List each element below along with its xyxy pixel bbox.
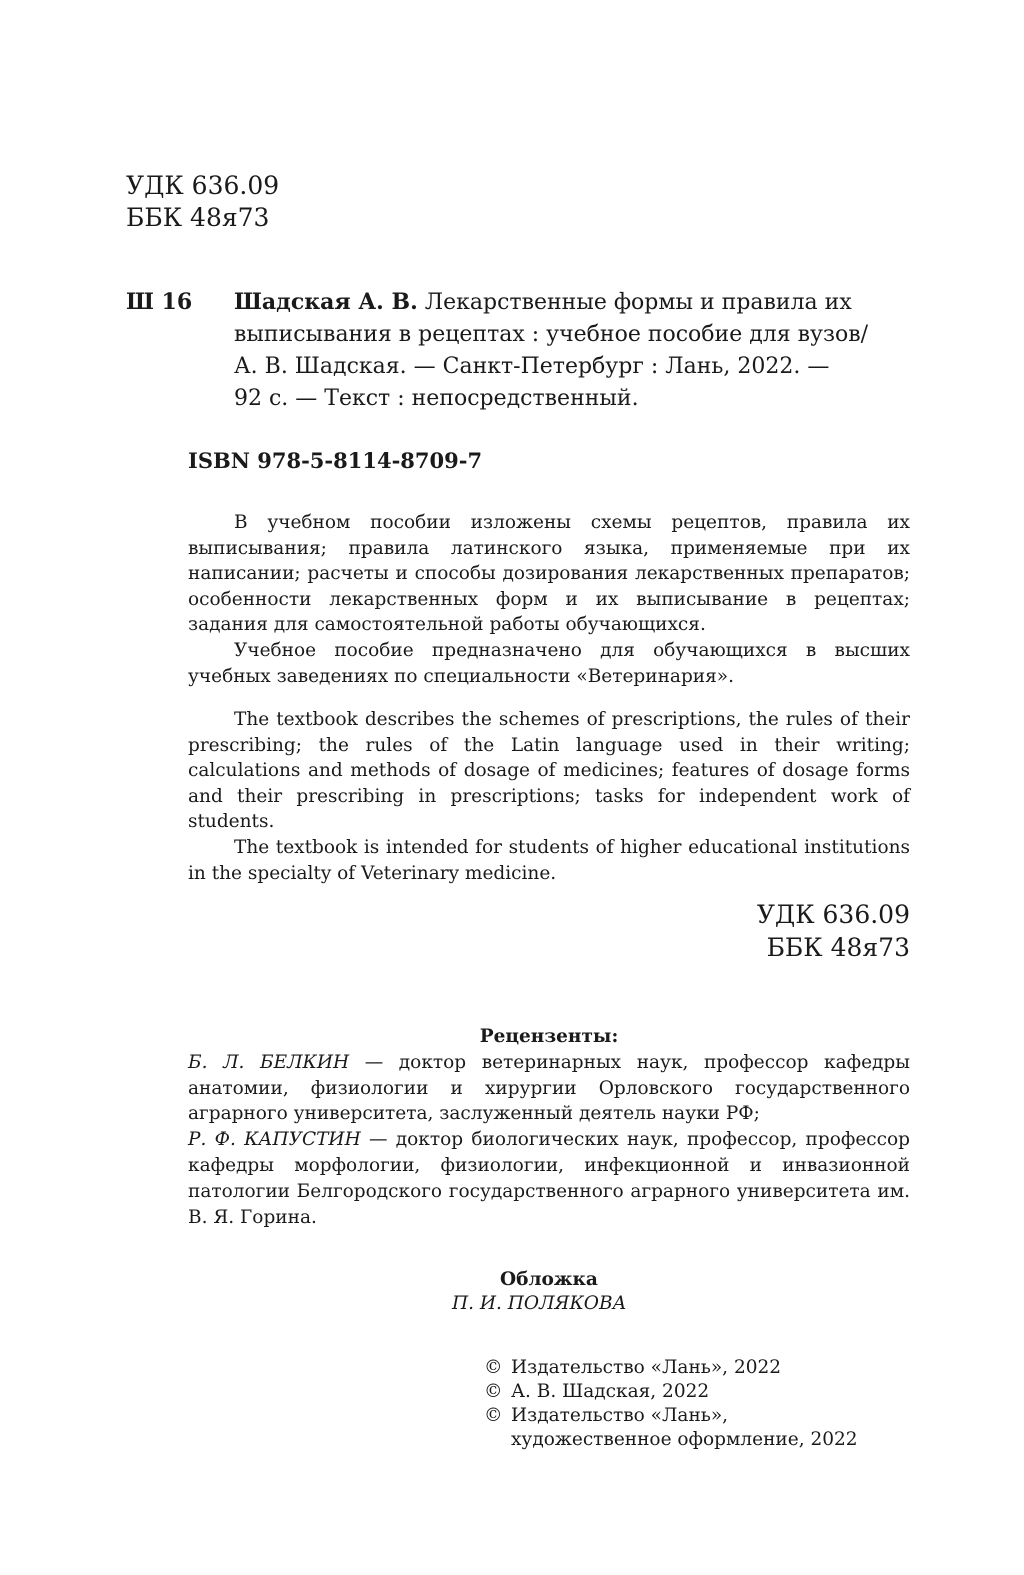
reviewer-2 xyxy=(188,1127,910,1230)
annotation-en-paragraph-1: The textbook describes the schemes of prescriptions, the rules of their prescribing; the rules of the Latin language used in their writing; calculations and methods of dosage of medicines; features of dosage forms and their prescribing in prescriptions; tasks for independent work of students. xyxy=(188,709,910,833)
cover-designer: П. И. ПОЛЯКОВА xyxy=(452,1293,627,1314)
copyright-icon: © xyxy=(484,1405,503,1426)
annotation-en-paragraph-2: The textbook is intended for students of higher educational institutions in the specialty of Veterinary medicine. xyxy=(188,836,910,884)
reviewers-block xyxy=(188,1024,910,1230)
bottom-classification-codes xyxy=(757,898,910,964)
reviewer-1 xyxy=(188,1050,910,1127)
entry-line-1 xyxy=(234,286,912,319)
reviewer-2-credentials: — доктор биологических наук, профессор, профессор кафедры морфологии, физиологии, инфекционной и инвазионной патологии Белгородского государственного аграрного университета им. В. Я. Горина. xyxy=(188,1129,911,1228)
reviewer-2-name: Р. Ф. КАПУСТИН xyxy=(188,1129,361,1151)
annotation-ru-paragraph-2: Учебное пособие предназначено для обучающихся в высших учебных заведениях по специальности «Ветеринария». xyxy=(188,639,910,687)
top-classification-codes xyxy=(126,170,279,234)
copyright-line-2 xyxy=(484,1380,858,1404)
copyright-line-1 xyxy=(484,1356,858,1380)
copyright-text-3: Издательство «Лань», xyxy=(511,1405,729,1426)
annotation-ru-paragraph-1: В учебном пособии изложены схемы рецептов, правила их выписывания; правила латинского языка, применяемые при их написании; расчеты и способы дозирования лекарственных препаратов; особенности лекарственных форм и их выписывание в рецептах; задания для самостоятельной работы обучающихся. xyxy=(188,512,910,636)
cover-title: Обложка xyxy=(500,1269,598,1290)
copyright-text-3-continued: художественное оформление, 2022 xyxy=(511,1429,858,1450)
annotation-english xyxy=(188,707,910,886)
reviewers-title: Рецензенты: xyxy=(479,1026,619,1047)
entry-line-4: 92 с. — Текст : непосредственный. xyxy=(234,386,639,411)
copyright-icon: © xyxy=(484,1357,503,1378)
cover-credit xyxy=(0,1268,1024,1316)
udk-code-bottom: УДК 636.09 xyxy=(756,900,910,929)
copyright-block xyxy=(484,1356,858,1452)
copyright-text-1: Издательство «Лань», 2022 xyxy=(511,1357,782,1378)
udk-code: УДК 636.09 xyxy=(126,171,280,200)
entry-title: Лекарственные формы и правила их xyxy=(424,290,852,315)
entry-author: Шадская А. В. xyxy=(234,289,418,315)
isbn: ISBN 978-5-8114-8709-7 xyxy=(188,448,483,473)
copyright-icon: © xyxy=(484,1381,503,1402)
bbk-code-bottom: ББК 48я73 xyxy=(766,933,910,962)
author-cipher: Ш 16 xyxy=(126,289,193,315)
reviewer-1-credentials: — доктор ветеринарных наук, профессор кафедры анатомии, физиологии и хирургии Орловского государственного аграрного университета, заслуженный деятель науки РФ; xyxy=(188,1051,910,1125)
copyright-text-2: А. В. Шадская, 2022 xyxy=(511,1381,710,1402)
reviewer-1-name: Б. Л. БЕЛКИН xyxy=(188,1051,350,1073)
entry-line-3: А. В. Шадская. — Санкт-Петербург : Лань, 2022. — xyxy=(234,354,830,379)
copyright-line-3 xyxy=(484,1404,858,1428)
entry-line-2: выписывания в рецептах : учебное пособие для вузов/ xyxy=(234,322,868,347)
bbk-code: ББК 48я73 xyxy=(126,203,270,232)
bibliographic-entry xyxy=(126,286,912,415)
annotation-russian xyxy=(188,510,910,689)
